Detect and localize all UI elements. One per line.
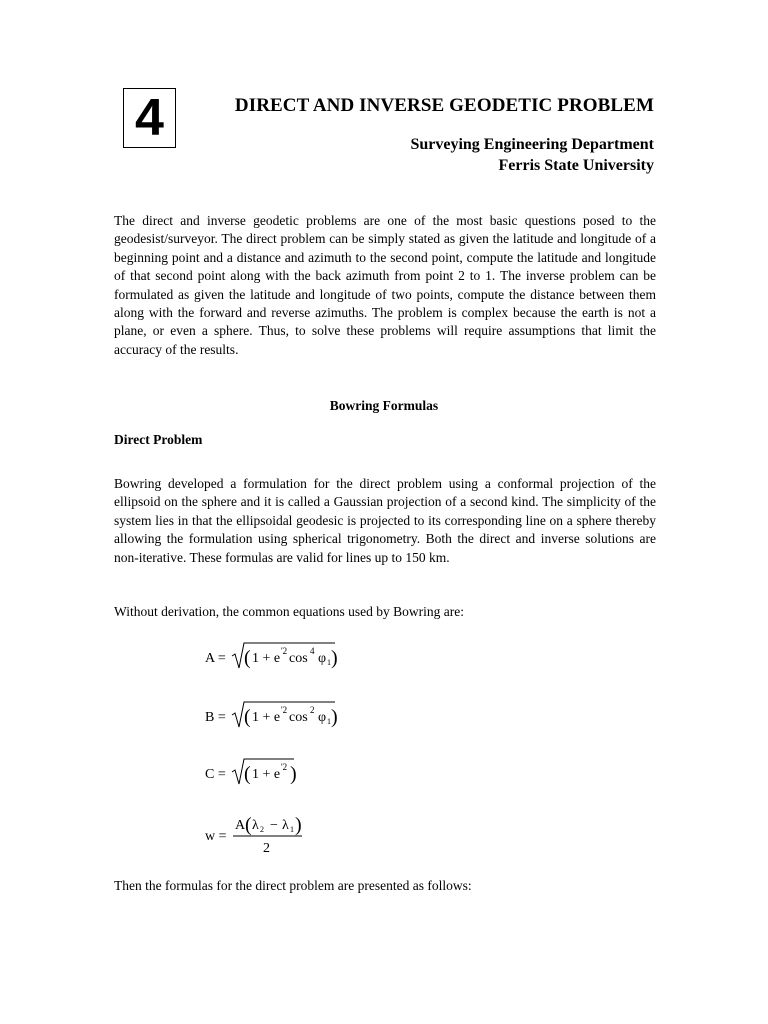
eq-c-exp: '2: [281, 762, 288, 772]
eq-a-phi-sub: 1: [327, 658, 331, 667]
eq-c-lhs: C =: [205, 767, 226, 782]
equation-a: [200, 640, 380, 674]
eq-w-lambda2: λ: [252, 818, 259, 833]
eq-w-minus: −: [270, 818, 278, 833]
svg-text:): ): [331, 647, 338, 669]
page-title: DIRECT AND INVERSE GEODETIC PROBLEM: [234, 95, 654, 116]
eq-w-sub2: 2: [260, 825, 264, 834]
eq-b-phi: φ: [318, 710, 327, 725]
bowring-paragraph: Bowring developed a formulation for the direct problem using a conformal projection of the ellipsoid on the sphere and it is called a Gaussian projection of a second kind. The simplicity of the system lies in that the ellipsoidal geodesic is projected to its corresponding line on a sphere thereby allowing the formulation using spherical trigonometry. Both the direct and inverse solutions are non-iterative. These formulas are valid for lines up to 150 km.: [114, 476, 656, 565]
svg-text:): ): [290, 763, 297, 785]
equations-intro: Without derivation, the common equations used by Bowring are:: [114, 604, 465, 619]
eq-a-cos: cos: [289, 651, 308, 666]
svg-text:): ): [331, 706, 338, 728]
eq-a-body: 1 + e: [252, 651, 281, 666]
svg-text:): ): [295, 814, 302, 836]
eq-a-lhs: A =: [205, 651, 226, 666]
closing-text: Then the formulas for the direct problem are presented as follows:: [114, 878, 472, 893]
university-name: Ferris State University: [498, 157, 654, 174]
eq-c-body: 1 + e: [252, 767, 281, 782]
eq-w-sub1: 1: [290, 825, 294, 834]
chapter-number: 4: [135, 89, 164, 147]
svg-text:(: (: [245, 814, 252, 836]
eq-b-phi-sub: 1: [327, 717, 331, 726]
equation-w: [200, 812, 320, 862]
eq-w-lhs: w =: [205, 829, 227, 844]
eq-a-cos-exp: 4: [310, 646, 315, 656]
eq-b-lhs: B =: [205, 710, 226, 725]
eq-w-denominator: 2: [263, 841, 270, 856]
equation-c: [200, 756, 320, 790]
eq-a-phi: φ: [318, 651, 327, 666]
section-heading: Bowring Formulas: [329, 398, 439, 413]
eq-w-lambda1: λ: [282, 818, 289, 833]
department-name: Surveying Engineering Department: [410, 136, 654, 153]
eq-b-cos-exp: 2: [310, 705, 315, 715]
eq-a-exp: '2: [281, 646, 288, 656]
subsection-heading: Direct Problem: [114, 432, 203, 447]
eq-b-body: 1 + e: [252, 710, 281, 725]
equation-b: [200, 699, 380, 733]
svg-text:(: (: [244, 647, 251, 669]
svg-text:(: (: [244, 763, 251, 785]
eq-b-cos: cos: [289, 710, 308, 725]
intro-paragraph: The direct and inverse geodetic problems are one of the most basic questions posed to the geodesist/surveyor. The direct problem can be simply stated as given the latitude and longitude of a beginning point and a distance and azimuth to the second point, compute the latitude and longitude of that second point along with the back azimuth from point 2 to 1. The inverse problem can be formulated as given the latitude and longitude of two points, compute the distance between them along with the forward and reverse azimuths. The problem is complex because the earth is not a plane, or even a sphere. Thus, to solve these problems will require assumptions that limit the accuracy of the results.: [114, 213, 656, 357]
eq-b-exp: '2: [281, 705, 288, 715]
eq-w-num-a: A: [235, 818, 246, 833]
svg-text:(: (: [244, 706, 251, 728]
